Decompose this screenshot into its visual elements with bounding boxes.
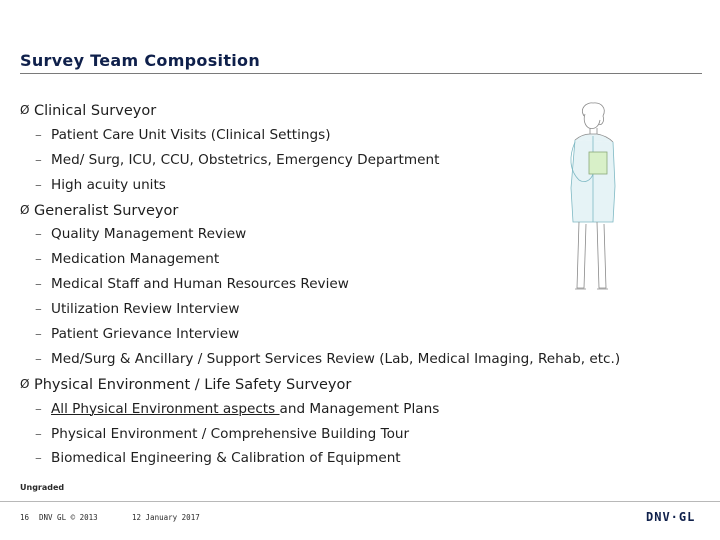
classification-label: Ungraded [20,483,65,492]
arrow-bullet-icon: Ø [20,376,30,391]
section-heading-text: Physical Environment / Life Safety Surveyor [34,376,352,393]
arrow-bullet-icon: Ø [20,202,30,217]
title-divider [20,73,702,74]
page-number: 16 [20,513,30,522]
dash-bullet-icon: – [35,400,42,417]
list-item-text: Biomedical Engineering & Calibration of Equipment [51,450,401,467]
dash-bullet-icon: – [35,176,42,193]
list-item-text: Medication Management [51,251,220,268]
list-item-text: and Management Plans [279,400,440,417]
list-item-text: Quality Management Review [51,226,247,243]
bullet-list [20,100,710,473]
list-item-text: Med/Surg & Ancillary / Support Services Review (Lab, Medical Imaging, Rehab, etc.) [51,350,621,367]
list-item-text: Medical Staff and Human Resources Review [51,276,349,293]
list-item [20,175,710,200]
dash-bullet-icon: – [35,251,42,268]
dash-bullet-icon: – [35,326,42,343]
footer-divider [0,501,720,502]
list-item [20,249,710,274]
list-item [20,224,710,249]
list-item [20,424,710,449]
dash-bullet-icon: – [35,425,42,442]
section-heading-physical-environment [20,374,710,399]
list-item [20,125,710,150]
section-heading-text: Clinical Surveyor [34,103,157,119]
list-item [20,274,710,299]
underlined-text: All Physical Environment aspects [51,400,280,417]
slide-title: Survey Team Composition [20,51,261,70]
copyright-text: DNV GL © 2013 [39,513,98,522]
list-item-text: Utilization Review Interview [51,301,240,318]
dash-bullet-icon: – [35,450,42,467]
list-item [20,150,710,175]
section-heading-clinical [20,100,710,125]
list-item-text: Med/ Surg, ICU, CCU, Obstetrics, Emergency Department [51,151,440,168]
list-item [20,448,710,473]
list-item-text: Physical Environment / Comprehensive Building Tour [51,425,410,442]
list-item-text: Patient Grievance Interview [51,326,240,343]
list-item [20,324,710,349]
dnv-gl-logo: DNV·GL [646,510,696,524]
dash-bullet-icon: – [35,276,42,293]
date-text: 12 January 2017 [132,513,200,522]
section-heading-text: Generalist Surveyor [34,202,179,219]
section-heading-generalist [20,200,710,225]
list-item-text: High acuity units [51,176,166,193]
dash-bullet-icon: – [35,226,42,243]
list-item [20,299,710,324]
dash-bullet-icon: – [35,301,42,318]
list-item-text: Patient Care Unit Visits (Clinical Settings) [51,126,331,143]
dash-bullet-icon: – [35,126,42,143]
arrow-bullet-icon: Ø [20,103,30,117]
dash-bullet-icon: – [35,350,42,367]
list-item [20,399,710,424]
dash-bullet-icon: – [35,151,42,168]
list-item [20,349,710,374]
